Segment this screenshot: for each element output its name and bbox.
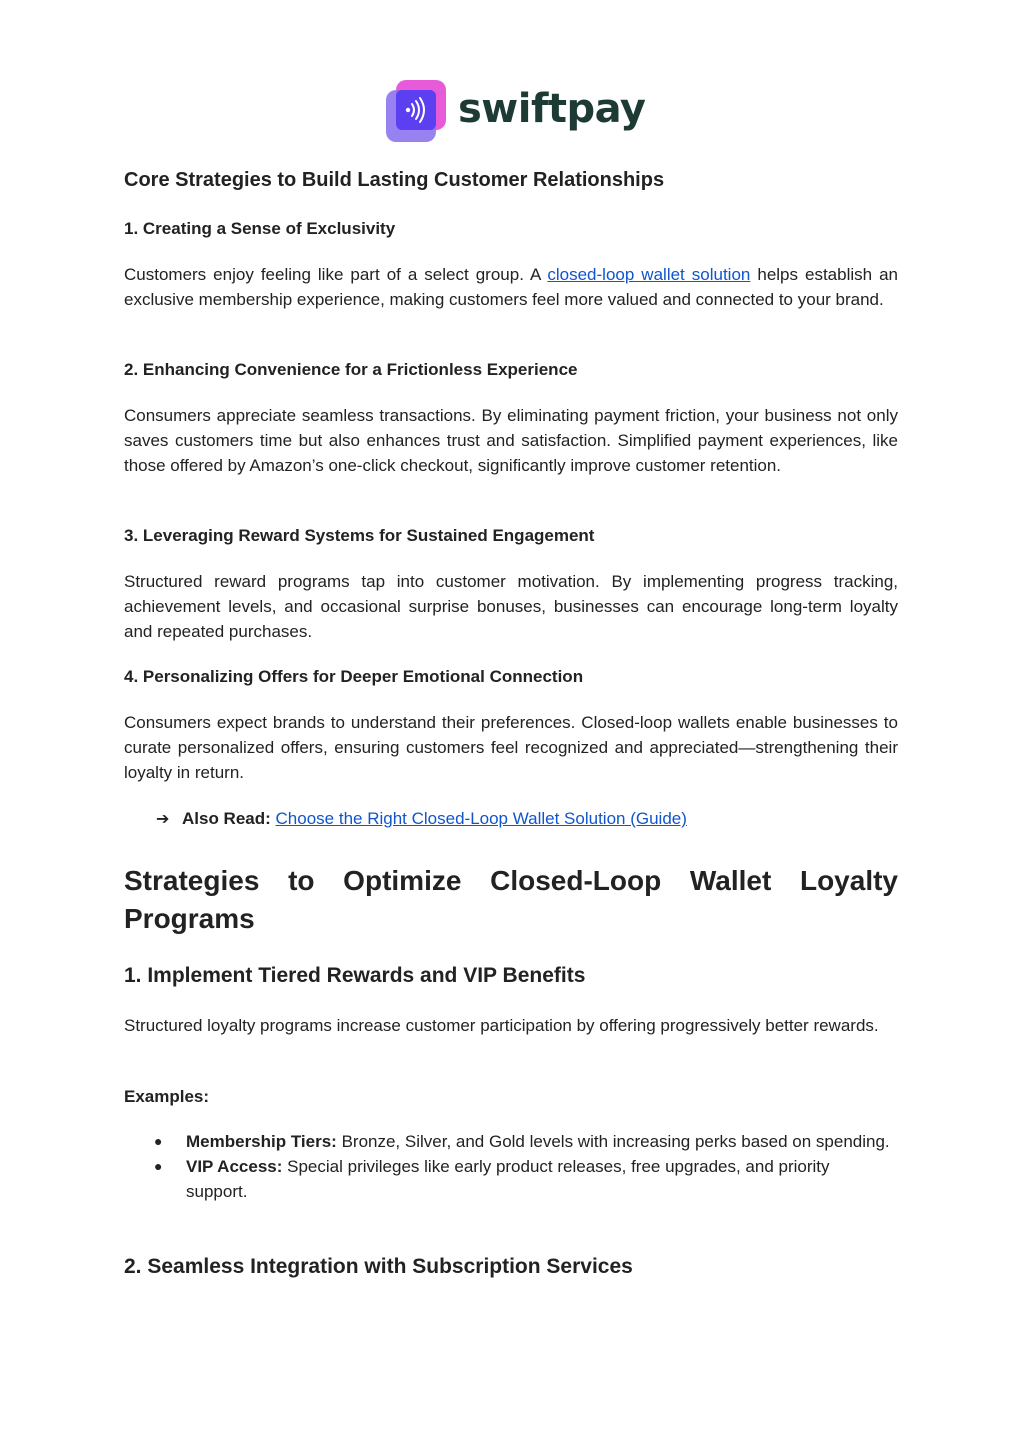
paragraph-tiered-rewards: Structured loyalty programs increase customer participation by offering progressively better rewards. (124, 1016, 879, 1035)
closed-loop-wallet-link[interactable]: closed-loop wallet solution (547, 265, 751, 284)
also-read-label: Also Read: (182, 809, 271, 828)
also-read-callout (156, 806, 687, 832)
section-title-core-strategies: Core Strategies to Build Lasting Customer Relationships (124, 169, 665, 191)
heading-subscription-integration: 2. Seamless Integration with Subscription Services (124, 1255, 633, 1278)
bullet-term: VIP Access: (186, 1157, 283, 1176)
heading-personalizing: 4. Personalizing Offers for Deeper Emotional Connection (124, 667, 584, 686)
heading-tiered-rewards: 1. Implement Tiered Rewards and VIP Benefits (124, 964, 586, 987)
bullet-icon: ● (154, 1158, 163, 1174)
section-title-optimize: Strategies to Optimize Closed-Loop Wallet Loyalty Programs (124, 865, 898, 934)
logo-wordmark: swiftpay (458, 86, 646, 132)
paragraph-convenience: Consumers appreciate seamless transactions. By eliminating payment friction, your business not only saves customers time but also enhances trust and satisfaction. Simplified payment experiences, like those offered by Amazon’s one-click checkout, significantly improve customer retention. (124, 406, 898, 475)
examples-label: Examples: (124, 1087, 210, 1106)
examples-list (154, 1129, 894, 1204)
heading-reward-systems: 3. Leveraging Reward Systems for Sustained Engagement (124, 526, 595, 545)
paragraph-exclusivity: Customers enjoy feeling like part of a select group. A closed-loop wallet solution helps establish an exclusive membership experience, making customers feel more valued and connected to your brand. (124, 265, 898, 309)
contactless-icon (386, 80, 450, 144)
arrow-right-icon: ➔ (156, 811, 170, 828)
heading-exclusivity: 1. Creating a Sense of Exclusivity (124, 219, 396, 238)
bullet-icon: ● (154, 1133, 163, 1149)
also-read-link[interactable]: Choose the Right Closed-Loop Wallet Solution (Guide) (275, 809, 687, 828)
list-item (154, 1154, 894, 1204)
bullet-desc: Bronze, Silver, and Gold levels with increasing perks based on spending. (336, 1132, 890, 1151)
bullet-term: Membership Tiers: (186, 1132, 337, 1151)
list-item (154, 1129, 894, 1154)
heading-convenience: 2. Enhancing Convenience for a Frictionless Experience (124, 360, 578, 379)
paragraph-personalizing: Consumers expect brands to understand their preferences. Closed-loop wallets enable businesses to curate personalized offers, ensuring customers feel recognized and appreciated—strengthening their loyalty in return. (124, 713, 898, 782)
swiftpay-logo (386, 80, 645, 144)
bullet-desc: Special privileges like early product releases, free upgrades, and priority support. (186, 1157, 830, 1201)
paragraph-reward-systems: Structured reward programs tap into customer motivation. By implementing progress tracking, achievement levels, and occasional surprise bonuses, businesses can encourage long-term loyalty and repeated purchases. (124, 572, 898, 641)
